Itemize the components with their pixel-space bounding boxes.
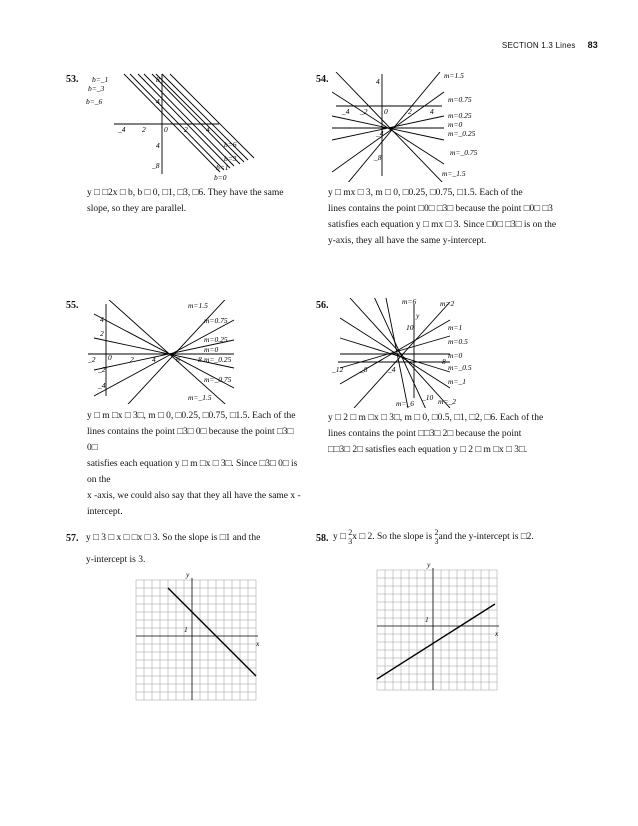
p55-label: m=0 [204,345,219,354]
p55-label: m=_0.75 [204,375,232,384]
problem-55-graph [84,300,264,404]
p56-label: m=6 [402,298,417,306]
p53-label: b=3 [224,154,237,163]
p54-label: m=0.25 [448,111,472,120]
p55-label: m=0.25 [204,335,228,344]
p55-line: lines contains the point □3□ 0□ because the point □3□ 0□ [87,427,294,453]
problem-55-text [87,408,302,520]
p54-label: m=_1.5 [442,169,466,178]
p55-tick: 4 [152,355,156,364]
p55-line: satisfies each equation y □ m □x □ 3□. Since □3□ 0□ is on the [87,459,298,485]
p55-tick: 4 [100,315,104,324]
frac-num: 2 [434,528,439,537]
p55-label: m=0.75 [204,316,228,325]
frac-num: 2 [348,528,353,537]
p54-line: y-axis, they all have the same y-intercept. [328,236,487,246]
frac-den: 3 [434,537,439,546]
p57-x-axis-label: x [256,639,260,648]
p54-tick: _2 [360,107,368,116]
problem-54-graph [332,72,512,182]
p57-y-axis-label: y [186,570,190,579]
problem-58-text [333,528,573,546]
problem-57-grid-graph [132,568,266,702]
p53-tick: 4 [156,141,160,150]
problem-56-text [328,410,568,458]
problem-58-grid-graph [373,558,507,692]
p55-label: m=_1.5 [188,393,212,402]
p58-part: x □ 2. So the slope is [352,532,433,543]
p56-label: m=_1 [448,377,466,386]
problem-54-text [328,185,568,249]
problem-57-number: 57. [66,533,79,544]
frac-den: 3 [348,537,353,546]
p55-tick: 8 [198,355,202,364]
p58-tick-label: 1 [425,615,429,624]
p53-label: b=_1 [92,75,109,84]
p54-line: satisfies each equation y □ mx □ 3. Since □0□ □3□ is on the [328,220,557,230]
p53-label: b=0 [214,173,227,182]
p56-label: m=0 [448,351,463,360]
p55-line: x -axis, we could also say that they all have the same x - [87,491,301,501]
p54-tick: 2 [408,107,412,116]
p54-line: lines contains the point □0□ □3□ because the point □0□ □3 [328,204,553,214]
p55-label: m=_0.25 [204,355,232,364]
p55-line: y □ m □x □ 3□, m □ 0, □0.25, □0.75, □1.5. Each of the [87,411,296,421]
p56-tick: 10 [406,323,414,332]
p53-tick: _8 [152,161,160,170]
p54-tick: _8 [374,153,382,162]
p55-label: m=1.5 [188,301,208,310]
p54-label: m=0 [448,120,463,129]
p56-label: m=2 [440,299,455,308]
p55-tick: 6 [176,355,180,364]
p54-label: m=_0.25 [448,129,476,138]
problem-56-graph [330,298,510,408]
p55-tick: _2 [88,355,96,364]
p56-tick: 8 [442,357,446,366]
p55-tick: 2 [130,355,134,364]
p54-label: m=_0.75 [450,148,478,157]
p53-label: b=_3 [88,84,105,93]
p53-tick: _4 [118,125,126,134]
p53-label: b=_6 [86,97,103,106]
p57-line: y □ 3 □ x □ □x □ 3. So the slope is □1 and the [86,533,261,543]
p56-line: □□3□ 2□ satisfies each equation y □ 2 □ m □x □ 3□. [328,445,528,455]
p58-part: y □ [333,532,346,543]
p54-line: y □ mx □ 3, m □ 0, □0.25, □0.75, □1.5. Each of the [328,188,523,198]
p58-y-axis-label: y [427,560,431,569]
p57-line: y-intercept is 3. [86,555,146,565]
p56-label: m=_6 [396,399,414,408]
p56-tick: y [416,311,420,320]
p56-line: lines contains the point □□3□ 2□ because the point [328,429,522,439]
p56-tick: _8 [360,365,368,374]
p54-tick: 0 [384,107,388,116]
p55-tick: _4 [98,381,106,390]
p53-line: slope, so they are parallel. [87,204,187,214]
p53-tick: 8 [156,75,160,84]
p56-label: m=_0.5 [448,363,472,372]
p56-tick: _10 [422,393,434,402]
p56-label: m=_2 [438,397,456,406]
p56-tick: _4 [388,365,396,374]
problem-56-number: 56. [316,300,329,311]
p55-line: intercept. [87,507,123,517]
p53-tick: 4 [206,125,210,134]
p53-label: b=1 [216,163,229,172]
p54-label: m=0.75 [448,95,472,104]
p53-tick: 2 [142,125,146,134]
p53-tick: 4 [156,97,160,106]
page-number: 83 [587,40,598,50]
section-title: SECTION 1.3 Lines [501,41,576,50]
p53-line: y □ □2x □ b, b □ 0, □1, □3, □6. They have the same [87,188,284,198]
problem-57-text [86,530,306,568]
p58-part: and the y-intercept is □2. [438,532,534,543]
p56-tick: _12 [332,365,344,374]
p55-tick: 0 [108,353,112,362]
p56-label: m=1 [448,323,463,332]
p53-label: b=6 [224,140,237,149]
p53-tick: 0 [164,125,168,134]
problem-55-number: 55. [66,300,79,311]
p57-tick-label: 1 [184,625,188,634]
p54-tick: _4 [342,107,350,116]
p54-tick: _4 [376,129,384,138]
p58-x-axis-label: x [495,629,499,638]
p55-tick: 2 [100,329,104,338]
p55-tick: _2 [98,365,106,374]
problem-53-text [87,185,297,217]
p53-tick: 2 [184,125,188,134]
p56-label: m=0.5 [448,337,468,346]
problem-58-number: 58. [316,533,329,544]
p54-label: m=1.5 [444,72,464,80]
p56-line: y □ 2 □ m □x □ 3□, m □ 0, □0.5, □1, □2, □6. Each of the [328,413,544,423]
problem-54-number: 54. [316,74,329,85]
problem-53-graph [84,72,264,182]
problem-53-number: 53. [66,74,79,85]
p54-tick: 4 [430,107,434,116]
p54-tick: 4 [376,77,380,86]
page-header [502,40,598,50]
